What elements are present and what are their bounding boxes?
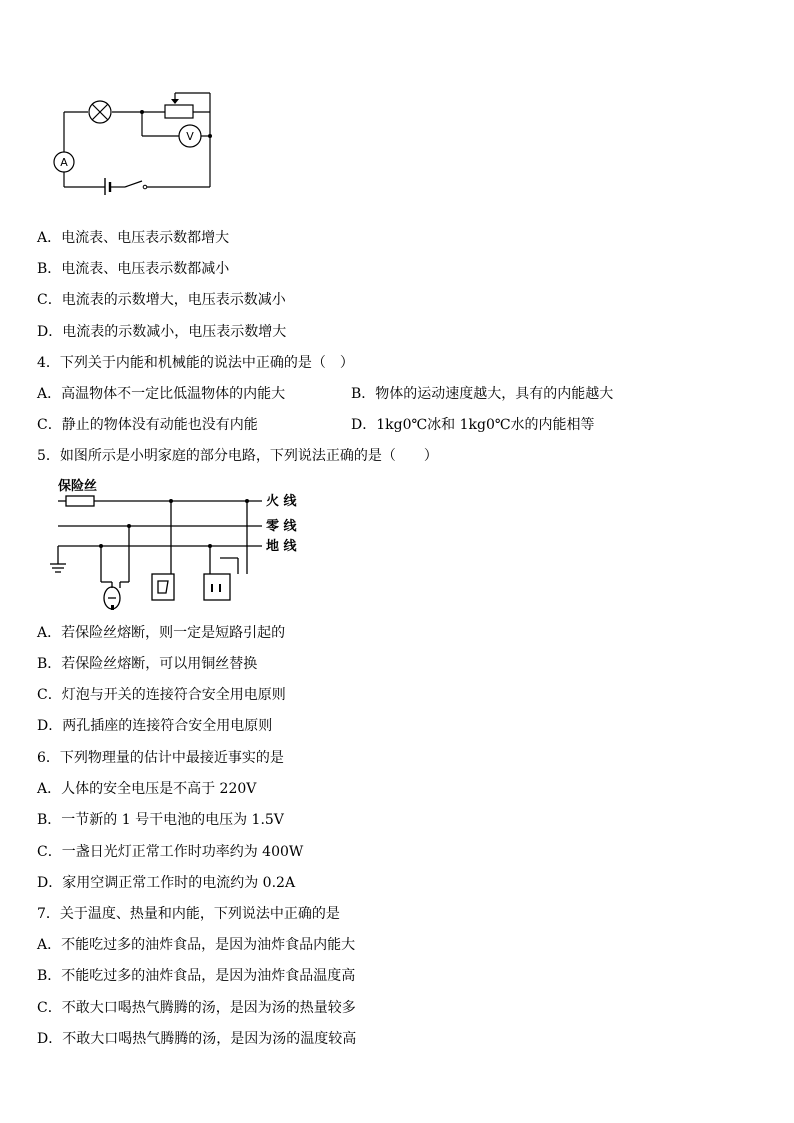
q5-stem: 5．如图所示是小明家庭的部分电路，下列说法正确的是（ ）	[37, 448, 438, 464]
q4-option-c: C．静止的物体没有动能也没有内能	[37, 417, 258, 433]
q6-option-b: B．一节新的 1 号干电池的电压为 1.5V	[37, 812, 284, 828]
q5-option-c: C．灯泡与开关的连接符合安全用电原则	[37, 687, 286, 703]
q7-option-a: A．不能吃过多的油炸食品，是因为油炸食品内能大	[37, 937, 356, 953]
q4-option-d: D．1kg0℃冰和 1kg0℃水的内能相等	[351, 417, 595, 433]
q4-options-row-1	[37, 385, 757, 403]
q7-option-c: C．不敢大口喝热气腾腾的汤，是因为汤的热量较多	[37, 1000, 356, 1016]
q4-stem: 4．下列关于内能和机械能的说法中正确的是（ ）	[37, 355, 354, 371]
voltmeter-label: V	[186, 130, 194, 143]
circuit-diagram	[50, 90, 220, 195]
q5-option-a: A．若保险丝熔断，则一定是短路引起的	[37, 625, 286, 641]
q7-option-d: D．不敢大口喝热气腾腾的汤，是因为汤的温度较高	[37, 1031, 357, 1047]
q4-option-a: A．高温物体不一定比低温物体的内能大	[37, 386, 286, 402]
q6-stem: 6．下列物理量的估计中最接近事实的是	[37, 750, 284, 766]
q3-option-a: A．电流表、电压表示数都增大	[37, 230, 230, 246]
q6-option-a: A．人体的安全电压是不高于 220V	[37, 781, 257, 797]
ground-wire-label: 地 线	[266, 539, 297, 554]
q5-option-b: B．若保险丝熔断，可以用铜丝替换	[37, 656, 258, 672]
q4-option-b: B．物体的运动速度越大，具有的内能越大	[351, 386, 614, 402]
q7-option-b: B．不能吃过多的油炸食品，是因为油炸食品温度高	[37, 968, 356, 984]
q3-option-d: D．电流表的示数减小，电压表示数增大	[37, 324, 287, 340]
q3-option-c: C．电流表的示数增大，电压表示数减小	[37, 292, 286, 308]
ammeter-label: A	[60, 156, 68, 169]
live-wire-label: 火 线	[266, 494, 297, 509]
q6-option-c: C．一盏日光灯正常工作时功率约为 400W	[37, 844, 304, 860]
q3-option-b: B．电流表、电压表示数都减小	[37, 261, 230, 277]
q7-stem: 7．关于温度、热量和内能，下列说法中正确的是	[37, 906, 340, 922]
household-circuit-diagram	[44, 474, 314, 619]
q4-options-row-2	[37, 416, 757, 434]
q6-option-d: D．家用空调正常工作时的电流约为 0.2A	[37, 875, 296, 891]
q5-option-d: D．两孔插座的连接符合安全用电原则	[37, 718, 273, 734]
fuse-label: 保险丝	[58, 479, 98, 494]
neutral-wire-label: 零 线	[266, 519, 297, 534]
